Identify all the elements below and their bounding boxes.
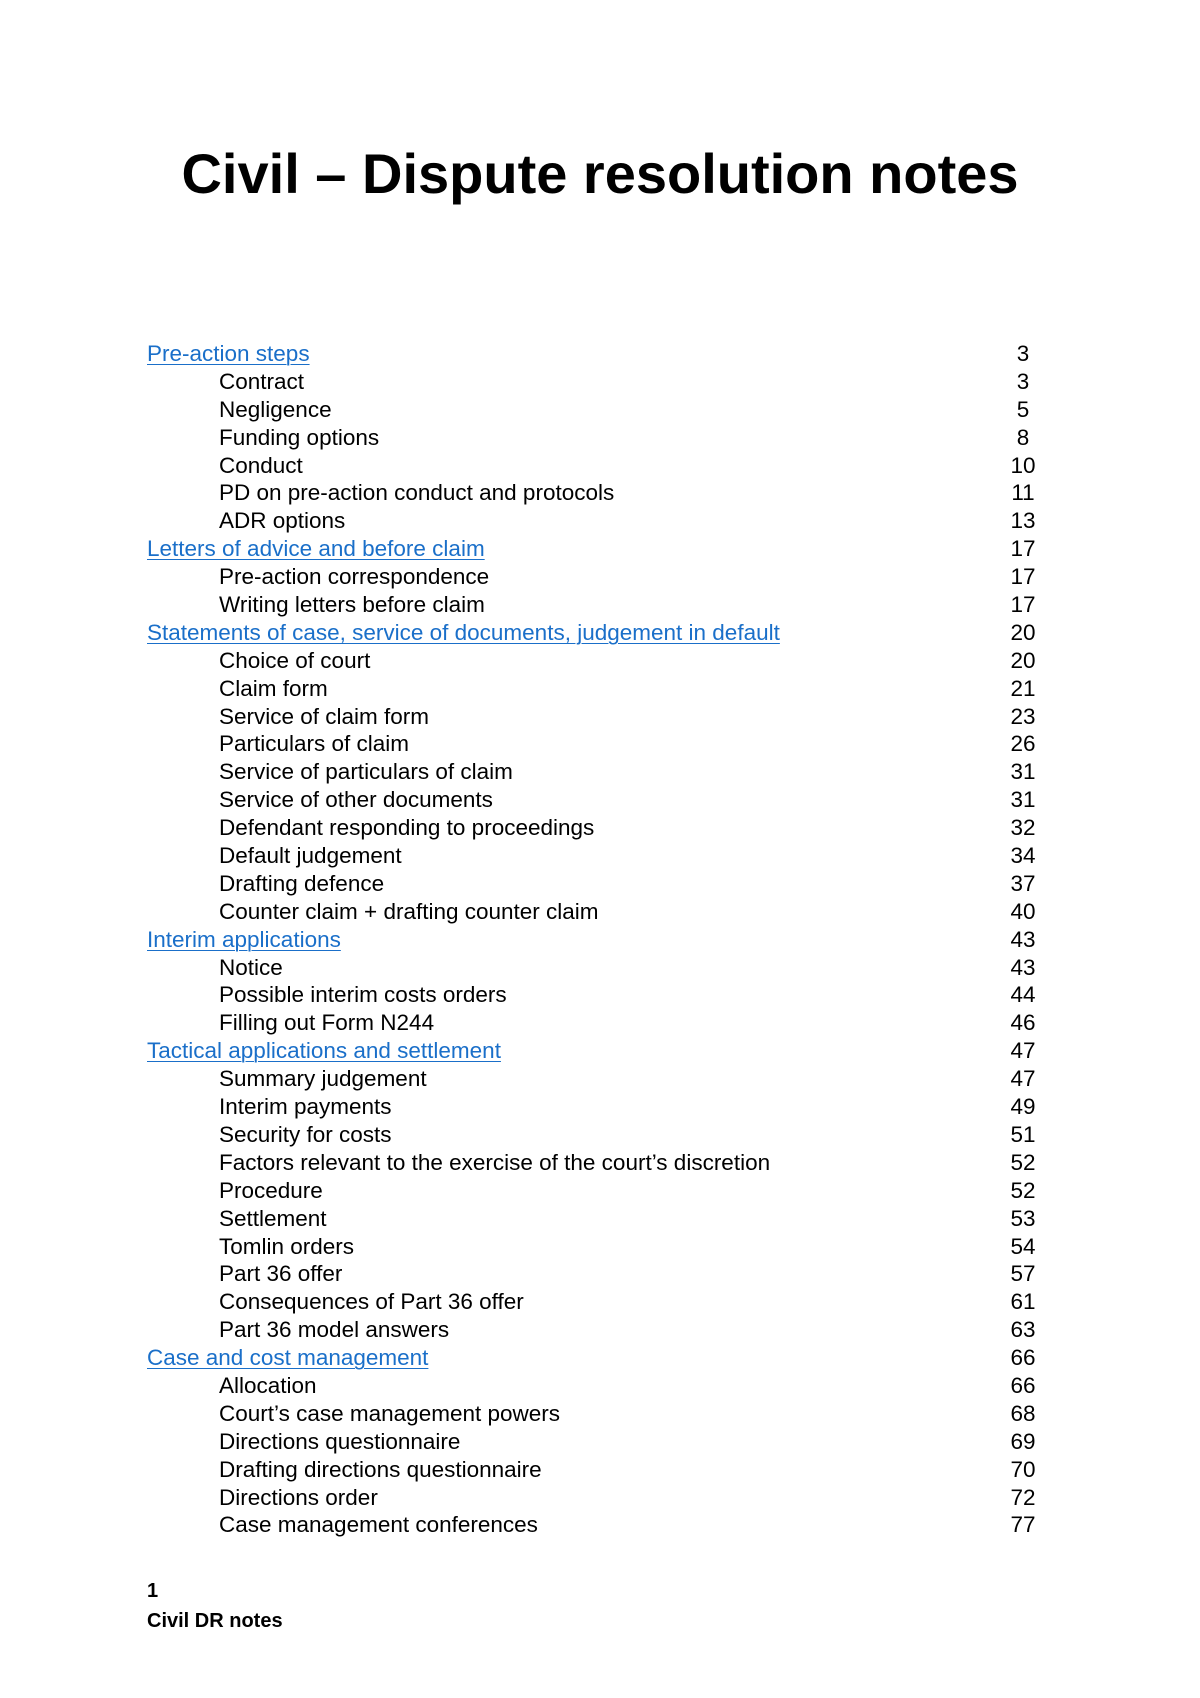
toc-entry-row bbox=[147, 870, 1053, 898]
toc-section-row[interactable] bbox=[147, 1037, 1053, 1065]
toc-page-number: 43 bbox=[1010, 954, 1036, 980]
toc-entry-label: Consequences of Part 36 offer bbox=[219, 1289, 524, 1315]
toc-page-number: 54 bbox=[1010, 1233, 1036, 1259]
toc-section-row[interactable] bbox=[147, 340, 1053, 368]
toc-entry-label: Writing letters before claim bbox=[219, 592, 485, 618]
toc-section-link[interactable]: Pre-action steps bbox=[147, 341, 310, 366]
toc-page-number: 5 bbox=[1016, 396, 1030, 422]
toc-entry-label: Case management conferences bbox=[219, 1512, 538, 1538]
toc-page-number: 70 bbox=[1010, 1456, 1036, 1482]
toc-entry-label: Procedure bbox=[219, 1177, 323, 1203]
toc-entry-label: Particulars of claim bbox=[219, 731, 410, 757]
table-of-contents bbox=[147, 340, 1053, 1539]
toc-entry-label: Claim form bbox=[219, 675, 328, 701]
toc-page-number: 32 bbox=[1010, 815, 1036, 841]
toc-entry-label: Directions questionnaire bbox=[219, 1428, 461, 1454]
toc-entry-row bbox=[147, 842, 1053, 870]
toc-page-number: 77 bbox=[1010, 1512, 1036, 1538]
toc-page-number: 47 bbox=[1010, 1066, 1036, 1092]
toc-entry-row bbox=[147, 1260, 1053, 1288]
toc-page-number: 3 bbox=[1016, 341, 1030, 366]
toc-page-number: 43 bbox=[1010, 926, 1036, 952]
toc-entry-row bbox=[147, 1009, 1053, 1037]
toc-entry-label: Funding options bbox=[219, 424, 380, 450]
toc-page-number: 31 bbox=[1010, 759, 1036, 785]
toc-section-row[interactable] bbox=[147, 1344, 1053, 1372]
toc-page-number: 17 bbox=[1010, 592, 1036, 618]
toc-page-number: 17 bbox=[1010, 536, 1036, 562]
toc-page-number: 17 bbox=[1010, 564, 1036, 590]
toc-page-number: 13 bbox=[1010, 508, 1036, 534]
toc-page-number: 68 bbox=[1010, 1400, 1036, 1426]
toc-entry-row bbox=[147, 730, 1053, 758]
toc-page-number: 11 bbox=[1011, 480, 1035, 506]
toc-entry-label: Notice bbox=[219, 954, 283, 980]
toc-entry-label: PD on pre-action conduct and protocols bbox=[219, 480, 615, 506]
toc-entry-row bbox=[147, 479, 1053, 507]
toc-entry-row bbox=[147, 758, 1053, 786]
toc-entry-row bbox=[147, 1233, 1053, 1261]
toc-entry-label: Drafting directions questionnaire bbox=[219, 1456, 542, 1482]
toc-section-link[interactable]: Interim applications bbox=[147, 926, 341, 952]
toc-section-row[interactable] bbox=[147, 535, 1053, 563]
toc-entry-row bbox=[147, 1205, 1053, 1233]
toc-page-number: 20 bbox=[1010, 647, 1036, 673]
toc-entry-label: Defendant responding to proceedings bbox=[219, 815, 595, 841]
toc-page-number: 53 bbox=[1010, 1205, 1036, 1231]
toc-entry-row bbox=[147, 647, 1053, 675]
toc-entry-row bbox=[147, 396, 1053, 424]
toc-page-number: 49 bbox=[1010, 1094, 1036, 1120]
document-title: Civil – Dispute resolution notes bbox=[181, 142, 1019, 205]
toc-entry-label: Factors relevant to the exercise of the court’s discretion bbox=[219, 1149, 771, 1175]
toc-entry-row bbox=[147, 368, 1053, 396]
toc-entry-label: Interim payments bbox=[219, 1094, 392, 1120]
toc-entry-row bbox=[147, 1372, 1053, 1400]
toc-page-number: 31 bbox=[1010, 787, 1036, 813]
toc-entry-row bbox=[147, 1511, 1053, 1539]
toc-page-number: 26 bbox=[1010, 731, 1036, 757]
toc-page-number: 40 bbox=[1010, 898, 1036, 924]
toc-entry-label: Allocation bbox=[219, 1372, 317, 1398]
toc-page-number: 66 bbox=[1010, 1372, 1036, 1398]
toc-entry-label: Summary judgement bbox=[219, 1066, 427, 1092]
toc-section-link[interactable]: Tactical applications and settlement bbox=[147, 1038, 501, 1064]
toc-entry-label: Filling out Form N244 bbox=[219, 1010, 435, 1036]
toc-entry-row bbox=[147, 591, 1053, 619]
toc-entry-label: Court’s case management powers bbox=[219, 1400, 561, 1426]
toc-entry-label: Pre-action correspondence bbox=[219, 564, 490, 590]
toc-entry-row bbox=[147, 507, 1053, 535]
toc-page-number: 44 bbox=[1010, 982, 1036, 1008]
toc-page-number: 20 bbox=[1010, 619, 1036, 645]
toc-entry-label: Service of claim form bbox=[219, 703, 430, 729]
toc-entry-label: Tomlin orders bbox=[219, 1233, 355, 1259]
toc-entry-label: Negligence bbox=[219, 396, 332, 422]
toc-page-number: 66 bbox=[1010, 1345, 1036, 1371]
toc-entry-label: Possible interim costs orders bbox=[219, 982, 507, 1008]
toc-entry-label: Part 36 model answers bbox=[219, 1317, 450, 1343]
toc-page-number: 8 bbox=[1016, 424, 1030, 450]
toc-entry-label: Service of other documents bbox=[219, 787, 493, 813]
toc-entry-row bbox=[147, 1484, 1053, 1512]
toc-entry-row bbox=[147, 452, 1053, 480]
toc-entry-row bbox=[147, 1177, 1053, 1205]
toc-entry-label: Contract bbox=[219, 368, 305, 394]
toc-entry-label: Counter claim + drafting counter claim bbox=[219, 898, 599, 924]
toc-entry-row bbox=[147, 1093, 1053, 1121]
toc-section-link[interactable]: Statements of case, service of documents, judgement in default bbox=[147, 619, 780, 645]
toc-page-number: 10 bbox=[1010, 452, 1036, 478]
page-footer bbox=[147, 1576, 283, 1636]
toc-entry-row bbox=[147, 1065, 1053, 1093]
toc-entry-row bbox=[147, 814, 1053, 842]
toc-section-row[interactable] bbox=[147, 619, 1053, 647]
toc-page-number: 3 bbox=[1016, 368, 1030, 394]
toc-entry-row bbox=[147, 898, 1053, 926]
toc-entry-row bbox=[147, 1149, 1053, 1177]
toc-page-number: 51 bbox=[1010, 1121, 1036, 1147]
toc-entry-row bbox=[147, 1288, 1053, 1316]
toc-page-number: 57 bbox=[1010, 1261, 1036, 1287]
toc-entry-row bbox=[147, 424, 1053, 452]
toc-entry-row bbox=[147, 1400, 1053, 1428]
toc-entry-row bbox=[147, 675, 1053, 703]
toc-entry-row bbox=[147, 1456, 1053, 1484]
toc-page-number: 23 bbox=[1010, 703, 1036, 729]
toc-entry-row bbox=[147, 1428, 1053, 1456]
toc-entry-row bbox=[147, 1316, 1053, 1344]
toc-entry-row bbox=[147, 703, 1053, 731]
toc-entry-row bbox=[147, 786, 1053, 814]
toc-page-number: 52 bbox=[1010, 1149, 1036, 1175]
toc-page-number: 21 bbox=[1010, 675, 1036, 701]
toc-entry-row bbox=[147, 1121, 1053, 1149]
toc-page-number: 52 bbox=[1010, 1177, 1036, 1203]
toc-page-number: 37 bbox=[1010, 870, 1036, 896]
toc-entry-label: Default judgement bbox=[219, 843, 402, 869]
toc-page-number: 72 bbox=[1010, 1484, 1036, 1510]
toc-page-number: 63 bbox=[1010, 1317, 1036, 1343]
toc-entry-label: Conduct bbox=[219, 452, 303, 478]
toc-entry-row bbox=[147, 981, 1053, 1009]
toc-section-link[interactable]: Case and cost management bbox=[147, 1345, 429, 1371]
toc-page-number: 34 bbox=[1010, 843, 1036, 869]
toc-page-number: 47 bbox=[1010, 1038, 1036, 1064]
toc-entry-label: Part 36 offer bbox=[219, 1261, 343, 1287]
footer-running-title: Civil DR notes bbox=[147, 1610, 283, 1632]
toc-page-number: 61 bbox=[1010, 1289, 1036, 1315]
toc-entry-label: Directions order bbox=[219, 1484, 378, 1510]
toc-section-row[interactable] bbox=[147, 926, 1053, 954]
toc-entry-label: Security for costs bbox=[219, 1121, 392, 1147]
footer-page-number: 1 bbox=[147, 1580, 159, 1602]
toc-entry-label: Drafting defence bbox=[219, 870, 385, 896]
toc-entry-row bbox=[147, 563, 1053, 591]
toc-entry-row bbox=[147, 954, 1053, 982]
toc-entry-label: ADR options bbox=[219, 508, 346, 534]
toc-page-number: 69 bbox=[1010, 1428, 1036, 1454]
toc-entry-label: Settlement bbox=[219, 1205, 327, 1231]
toc-page-number: 46 bbox=[1010, 1010, 1036, 1036]
toc-section-link[interactable]: Letters of advice and before claim bbox=[147, 536, 485, 562]
toc-entry-label: Service of particulars of claim bbox=[219, 759, 513, 785]
toc-entry-label: Choice of court bbox=[219, 647, 371, 673]
